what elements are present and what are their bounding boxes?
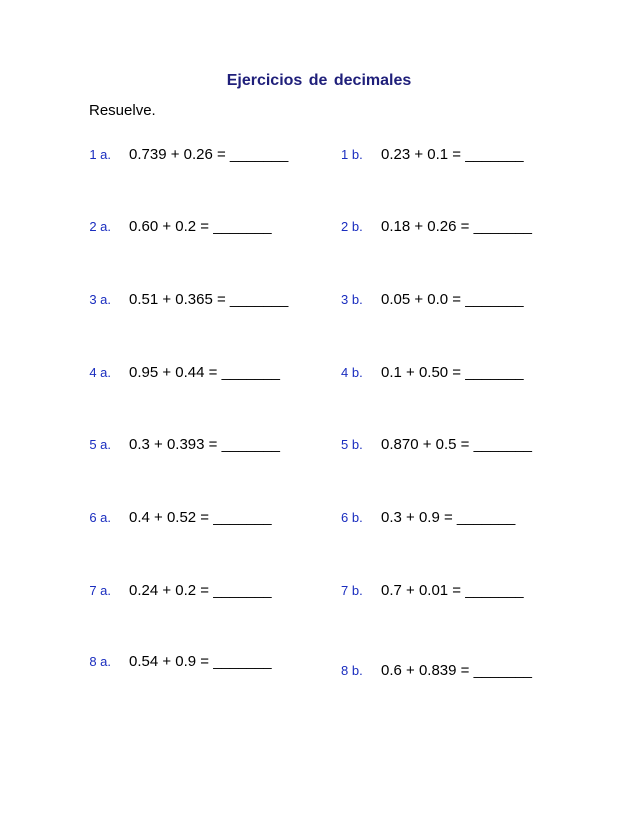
problem-expression: 0.3 + 0.393 = _______ — [129, 436, 280, 453]
problem-expression: 0.54 + 0.9 = _______ — [129, 653, 272, 670]
problem-label: 7 a. — [89, 583, 111, 598]
problem-label: 8 b. — [341, 663, 363, 678]
problem-label: 4 b. — [341, 365, 363, 380]
problem-6a — [89, 509, 272, 531]
problem-expression: 0.60 + 0.2 = _______ — [129, 218, 272, 235]
problem-1a — [89, 146, 288, 168]
problem-label: 5 a. — [89, 437, 111, 452]
instructions-text: Resuelve. — [89, 102, 156, 119]
problem-label: 7 b. — [341, 583, 363, 598]
problem-5b — [341, 436, 532, 458]
problem-expression: 0.95 + 0.44 = _______ — [129, 364, 280, 381]
problem-expression: 0.24 + 0.2 = _______ — [129, 582, 272, 599]
problem-label: 2 b. — [341, 219, 363, 234]
problem-label: 3 a. — [89, 292, 111, 307]
problem-label: 3 b. — [341, 292, 363, 307]
problem-8b — [341, 662, 532, 684]
worksheet-title: Ejercicios de decimales — [226, 72, 412, 89]
problem-expression: 0.3 + 0.9 = _______ — [381, 509, 516, 526]
problem-6b — [341, 509, 515, 531]
problem-7a — [89, 582, 272, 604]
problem-5a — [89, 436, 280, 458]
problem-4a — [89, 364, 280, 386]
problem-expression: 0.870 + 0.5 = _______ — [381, 436, 532, 453]
problem-label: 6 b. — [341, 510, 363, 525]
problem-label: 6 a. — [89, 510, 111, 525]
problem-label: 5 b. — [341, 437, 363, 452]
problem-expression: 0.1 + 0.50 = _______ — [381, 364, 524, 381]
problem-4b — [341, 364, 524, 386]
problem-label: 2 a. — [89, 219, 111, 234]
problem-expression: 0.739 + 0.26 = _______ — [129, 146, 289, 163]
problem-expression: 0.05 + 0.0 = _______ — [381, 291, 524, 308]
problem-expression: 0.7 + 0.01 = _______ — [381, 582, 524, 599]
problem-expression: 0.23 + 0.1 = _______ — [381, 146, 524, 163]
problem-expression: 0.51 + 0.365 = _______ — [129, 291, 289, 308]
problem-label: 8 a. — [89, 654, 111, 669]
problem-label: 1 a. — [89, 147, 111, 162]
problem-7b — [341, 582, 524, 604]
problem-2a — [89, 218, 272, 240]
problem-expression: 0.4 + 0.52 = _______ — [129, 509, 272, 526]
problem-expression: 0.18 + 0.26 = _______ — [381, 218, 532, 235]
problem-2b — [341, 218, 532, 240]
problem-expression: 0.6 + 0.839 = _______ — [381, 662, 532, 679]
problem-3a — [89, 291, 288, 313]
problem-label: 1 b. — [341, 147, 363, 162]
problem-3b — [341, 291, 524, 313]
problem-8a — [89, 653, 272, 675]
problem-1b — [341, 146, 524, 168]
problem-label: 4 a. — [89, 365, 111, 380]
